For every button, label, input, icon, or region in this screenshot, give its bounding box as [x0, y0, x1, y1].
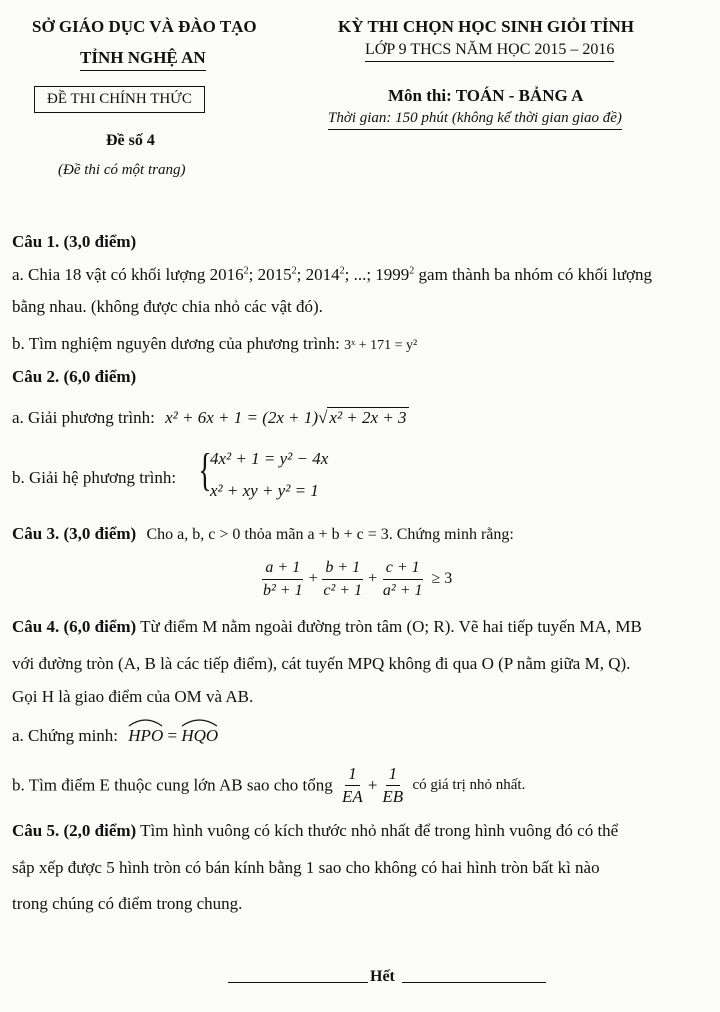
q4-line1-text: Từ điểm M nằm ngoài đường tròn tâm (O; R). Vẽ hai tiếp tuyến MA, MB	[140, 617, 642, 636]
q4-b-frac-1	[339, 764, 366, 807]
q3-frac-1-den: b² + 1	[263, 582, 303, 599]
q1-a-term-2: ; 2014	[296, 265, 340, 284]
time-line	[328, 110, 622, 127]
q1-a-line2: bằng nhau. (không được chia nhỏ các vật đó).	[12, 297, 323, 316]
q1-a-line1: a. Chia 18 vật có khối lượng 2016$^2$; 2015$^2$; 2014$^2$; ...; 1999$^2$ gam thành ba nhóm có khối lượng	[12, 265, 653, 284]
exam-grade-year	[365, 41, 614, 59]
q4-b-frac-2	[379, 764, 406, 807]
q5-title: Câu 5. (2,0 điểm)	[12, 821, 137, 840]
q3-rhs: ≥ 3	[431, 570, 453, 588]
department-name: SỞ GIÁO DỤC VÀ ĐÀO TẠO	[32, 17, 257, 36]
q5-line1	[12, 821, 618, 841]
q1-a-suffix: gam thành ba nhóm có khối lượng	[414, 265, 653, 284]
time-line-text: Thời gian: 150 phút (không kể thời gian giao đề)	[328, 110, 622, 130]
end-rule-right	[402, 982, 546, 983]
exam-number: Đề số 4	[106, 132, 155, 149]
q3-frac-3	[380, 558, 426, 601]
q2-b-eq1: 4x² + 1 = y² − 4x	[210, 449, 329, 468]
q4-b-text-post: có giá trị nhỏ nhất.	[412, 777, 526, 793]
q4-b-line: b. Tìm điểm E thuộc cung lớn AB sao cho tổng $\frac{1}{EA}$ + $\frac{1}{EB}$ có giá trị nhỏ nhất.	[12, 764, 526, 806]
q2-a-equation-left: x² + 6x + 1 = (2x + 1)	[165, 408, 319, 427]
q4-b-frac-2-num: 1	[386, 764, 401, 786]
q3-frac-3-den: a² + 1	[382, 582, 423, 599]
exam-grade-year-text: LỚP 9 THCS NĂM HỌC 2015 – 2016	[365, 41, 614, 62]
subject-line: Môn thi: TOÁN - BẢNG A	[388, 86, 584, 105]
q5-line1-text: Tìm hình vuông có kích thước nhỏ nhất để trong hình vuông đó có thể	[140, 821, 619, 840]
official-exam-box: ĐỀ THI CHÍNH THỨC	[34, 86, 205, 113]
province-name-text: TỈNH NGHỆ AN	[80, 48, 206, 71]
q4-b-text-pre: b. Tìm điểm E thuộc cung lớn AB sao cho tổng	[12, 775, 333, 795]
end-rule-left	[228, 982, 368, 983]
q1-a-term-1: ; 2015	[248, 265, 292, 284]
q4-angle-2-text: HQO	[181, 726, 219, 745]
q4-line3: Gọi H là giao điểm của OM và AB.	[12, 687, 254, 706]
q4-b-frac-1-den: EA	[342, 787, 363, 806]
q2-a-line: a. Giải phương trình: x² + 6x + 1 = (2x + 1)√ x² + 2x + 3	[12, 408, 407, 427]
q1-a-prefix: a. Chia 18 vật có khối lượng 2016	[12, 265, 244, 284]
q4-angle-2	[181, 726, 218, 746]
q2-a-equation-sqrt: x² + 2x + 3	[329, 408, 407, 427]
system-brace: {	[198, 444, 212, 495]
q1-title: Câu 1. (3,0 điểm)	[12, 232, 137, 251]
q1-b-equation: 3ˣ + 171 = y²	[344, 338, 418, 353]
q4-a-text: a. Chứng minh:	[12, 726, 119, 745]
end-label: Hết	[370, 968, 395, 985]
q3-text: Cho a, b, c > 0 thỏa mãn a + b + c = 3. Chứng minh rằng:	[146, 526, 514, 543]
q4-b-frac-1-num: 1	[345, 764, 360, 786]
q5-line2: sắp xếp được 5 hình tròn có bán kính bằng 1 sao cho không có hai hình tròn bất kì nào	[12, 858, 600, 877]
q3-frac-3-num: c + 1	[383, 558, 423, 580]
q3-inequality: $\frac{a + 1}{\text{b² + 1}}$ + $\frac{b + 1}{\text{c² + 1}}$ + $\frac{c + 1}{\text{a² + 1}}$ ≥ 3	[258, 558, 452, 601]
q3-title: Câu 3. (3,0 điểm)	[12, 524, 137, 543]
q3-frac-2	[320, 558, 365, 601]
exam-title: KỲ THI CHỌN HỌC SINH GIỎI TỈNH	[338, 17, 634, 36]
q4-line2: với đường tròn (A, B là các tiếp điểm), cát tuyến MPQ không đi qua O (P nằm giữa M, Q).	[12, 654, 631, 673]
q4-title: Câu 4. (6,0 điểm)	[12, 617, 137, 636]
q3-frac-2-den: c² + 1	[323, 582, 363, 599]
q3-frac-1-num: a + 1	[262, 558, 303, 580]
q4-angle-1	[128, 726, 163, 746]
q1-b-text: b. Tìm nghiệm nguyên dương của phương trình:	[12, 334, 340, 353]
pages-note: (Đề thi có một trang)	[58, 162, 186, 178]
q4-b-frac-2-den: EB	[382, 787, 404, 806]
q3-frac-1	[260, 558, 306, 601]
q4-line1	[12, 617, 642, 637]
q4-angle-1-text: HPO	[128, 726, 164, 745]
q2-b-eq2: x² + xy + y² = 1	[210, 481, 319, 500]
q2-a-text: a. Giải phương trình:	[12, 408, 155, 427]
province-name	[80, 48, 206, 72]
q1-a-term-3: ; ...; 1999	[344, 265, 410, 284]
q5-line3: trong chúng có điểm trong chung.	[12, 894, 243, 913]
q2-title: Câu 2. (6,0 điểm)	[12, 367, 137, 386]
q3-line	[12, 524, 514, 544]
q2-b-label: b. Giải hệ phương trình:	[12, 468, 177, 487]
q4-a-line: a. Chứng minh: HPO = HQO	[12, 726, 218, 746]
q1-b-line	[12, 334, 417, 354]
q3-frac-2-num: b + 1	[322, 558, 363, 580]
